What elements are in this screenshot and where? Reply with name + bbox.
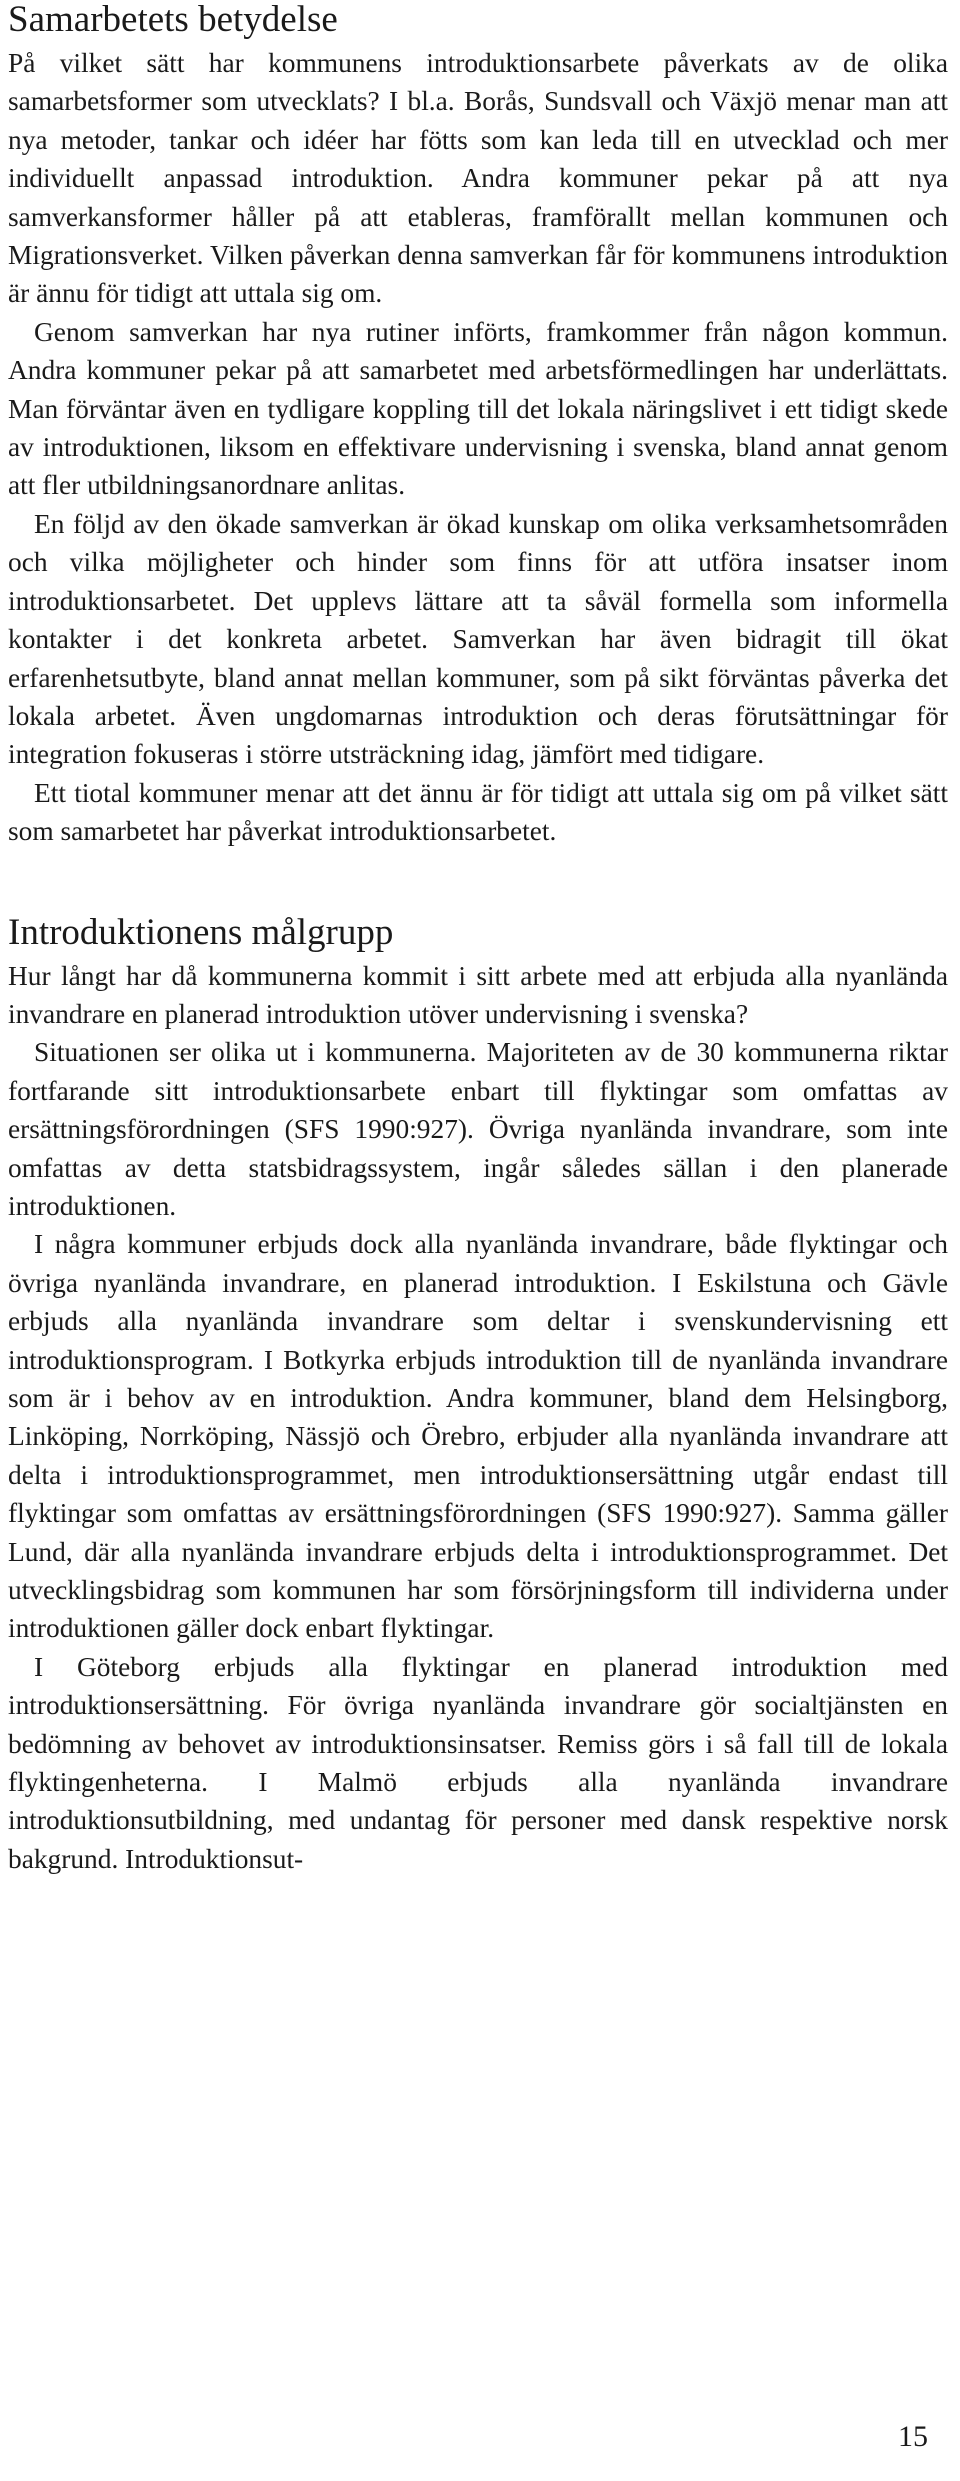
section-heading-samarbetets-betydelse: Samarbetets betydelse bbox=[8, 0, 338, 40]
paragraph: Genom samverkan har nya rutiner införts, framkommer från någon kommun. Andra kommuner pekar på att samarbetet med arbetsförmedlingen har underlättats. Man förväntar även en tydligare koppling till det lokala näringslivet i ett tidigt skede av introduktionen, liksom en effektivare undervisning i svenska, bland annat genom att fler utbildningsanordnare anlitas. bbox=[8, 316, 948, 501]
paragraph: I några kommuner erbjuds dock alla nyanlända invandrare, både flyktingar och övriga nyanlända invandrare, en planerad introduktion. I Eskilstuna och Gävle erbjuds alla nyanlända invandrare som deltar i svenskundervisning ett introduktionsprogram. I Botkyrka erbjuds introduktion till de nyanlända invandrare som är i behov av en introduktion. Andra kommuner, bland dem Helsingborg, Linköping, Norrköping, Nässjö och Örebro, erbjuder alla nyanlända invandrare att delta i introduktionsprogrammet, men introduktionsersättning utgår endast till flyktingar som omfattas av ersättningsförordningen (SFS 1990:927). Samma gäller Lund, där alla nyanlända invandrare erbjuds delta i introduktionsprogrammet. Det utvecklingsbidrag som kommunen har som försörjningsform till individerna under introduktionen gäller dock enbart flyktingar. bbox=[8, 1229, 948, 1644]
document-page bbox=[8, 0, 948, 1878]
paragraph: En följd av den ökade samverkan är ökad kunskap om olika verksamhetsområden och vilka möjligheter och hinder som finns för att utföra insatser inom introduktionsarbetet. Det upplevs lättare att ta såväl formella som informella kontakter i det konkreta arbetet. Samverkan har även bidragit till ökat erfarenhetsutbyte, bland annat mellan kommuner, som på sikt förväntas påverka det lokala arbetet. Även ungdomarnas introduktion och deras förutsättningar för integration fokuseras i större utsträckning idag, jämfört med tidigare. bbox=[8, 508, 948, 770]
paragraph: I Göteborg erbjuds alla flyktingar en planerad introduktion med introduktionsersättning. För övriga nyanlända invandrare gör socialtjänsten en bedömning av behovet av introduktionsinsatser. Remiss görs i så fall till de lokala flyktingenheterna. I Malmö erbjuds alla nyanlända invandrare introduktionsutbildning, med undantag för personer med dansk respektive norsk bakgrund. Introduktionsut- bbox=[8, 1651, 948, 1874]
section-heading-introduktionens-malgrupp: Introduktionens målgrupp bbox=[8, 911, 394, 953]
paragraph: Hur långt har då kommunerna kommit i sitt arbete med att erbjuda alla nyanlända invandrare en planerad introduktion utöver undervisning i svenska? bbox=[8, 960, 948, 1029]
paragraph: På vilket sätt har kommunens introduktionsarbete påverkats av de olika samarbetsformer som utvecklats? I bl.a. Borås, Sundsvall och Växjö menar man att nya metoder, tankar och idéer har fötts som kan leda till en utvecklad och mer individuellt anpassad introduktion. Andra kommuner pekar på att nya samverkansformer håller på att etableras, framförallt mellan kommunen och Migrationsverket. Vilken påverkan denna samverkan får för kommunens introduktion är ännu för tidigt att uttala sig om. bbox=[8, 48, 948, 309]
paragraph: Ett tiotal kommuner menar att det ännu är för tidigt att uttala sig om på vilket sätt som samarbetet har påverkat introduktionsarbetet. bbox=[8, 777, 948, 847]
page-number: 15 bbox=[898, 2420, 928, 2453]
paragraph: Situationen ser olika ut i kommunerna. Majoriteten av de 30 kommunerna riktar fortfarande sitt introduktionsarbete enbart till flyktingar som omfattas av ersättningsförordningen (SFS 1990:927). Övriga nyanlända invandrare, som inte omfattas av detta statsbidragssystem, ingår således sällan i den planerade introduktionen. bbox=[8, 1037, 948, 1221]
